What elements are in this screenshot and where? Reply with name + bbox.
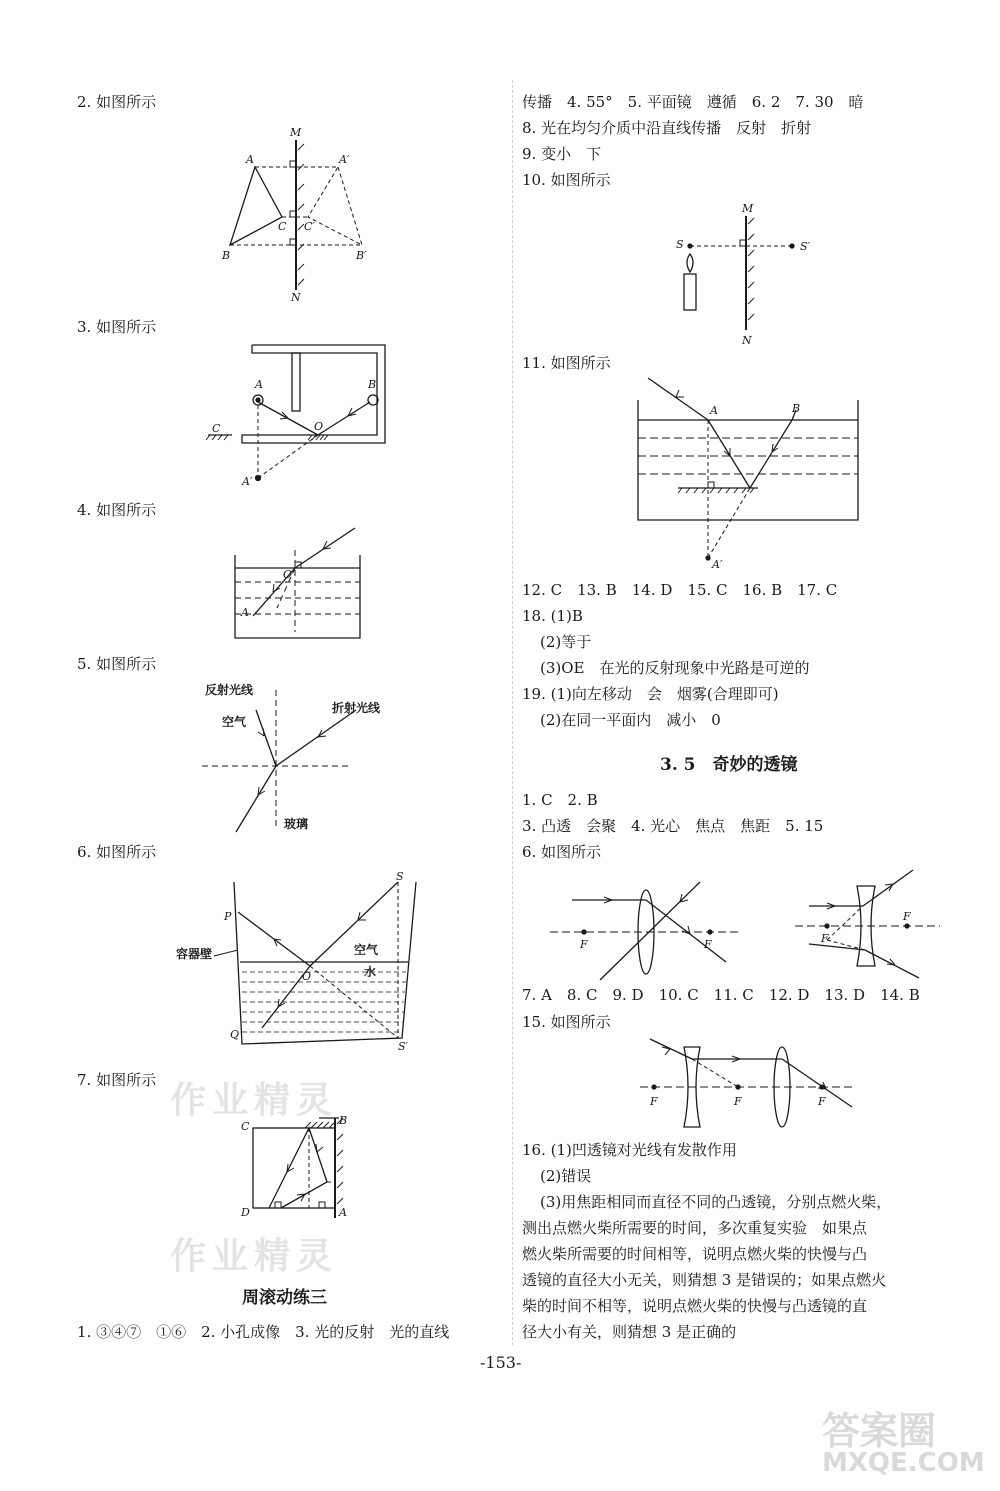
q5-label: 5. 如图所示 [77, 655, 157, 673]
fig11-label: B [792, 402, 801, 415]
fig11-label: A [710, 404, 718, 417]
lens-label: F [734, 1095, 742, 1108]
answer-line: 传播 4. 55° 5. 平面镜 遵循 6. 2 7. 30 暗 [522, 93, 864, 111]
fig3-label: C [212, 422, 221, 435]
fig7-label: B [339, 1114, 348, 1127]
fig7-label: D [241, 1206, 250, 1219]
section-title: 3. 5 奇妙的透镜 [660, 755, 798, 775]
answer-line: 16. (1)凹透镜对光线有发散作用 [522, 1141, 737, 1159]
watermark-logo: 答案圈 [822, 1409, 937, 1453]
answer-line: 测出点燃火柴所需要的时间，多次重复实验 如果点 [522, 1219, 868, 1237]
answer-line: (2)错误 [540, 1167, 592, 1185]
answer-line: 1. C 2. B [522, 791, 598, 809]
lens-label: F [650, 1095, 658, 1108]
fig6-label: S′ [398, 1040, 409, 1053]
q6b-label: 6. 如图所示 [522, 843, 602, 861]
fig11-label: A′ [712, 558, 723, 571]
figure-6-container-reflection [170, 868, 430, 1058]
lens-label: F [821, 932, 829, 945]
fig10-label: N [742, 334, 752, 347]
figure-3-periscope [200, 340, 400, 490]
fig7-label: C [241, 1120, 250, 1133]
answer-line: (2)在同一平面内 减小 0 [540, 711, 721, 729]
fig10-label: S′ [800, 240, 811, 253]
fig6-label: P [224, 910, 232, 923]
figure-5-reflection-refraction [200, 680, 400, 840]
fig7-label: A [339, 1206, 347, 1219]
fig2-label: C [278, 220, 287, 233]
weekly-answers: 1. ③④⑦ ①⑥ 2. 小孔成像 3. 光的反射 光的直线 [77, 1323, 450, 1341]
fig6-label: 水 [364, 965, 377, 979]
fig5-label: 玻璃 [284, 817, 309, 831]
column-divider [512, 80, 513, 1345]
fig10-label: S [676, 238, 684, 251]
fig3-label: B [368, 378, 377, 391]
answer-line: 柴的时间不相等，说明点燃火柴的快慢与凸透镜的直 [522, 1297, 868, 1315]
q3-label: 3. 如图所示 [77, 318, 157, 336]
figure-2-mirror-triangle [200, 125, 400, 305]
answer-line: (2)等于 [540, 633, 592, 651]
figure-10-candle-mirror [660, 198, 840, 346]
fig4-label: A [241, 606, 249, 619]
answer-line: (3)用焦距相同而直径不同的凸透镜，分别点燃火柴， [540, 1193, 892, 1211]
fig5-label: 折射光线 [332, 701, 381, 715]
lens-label: F [580, 938, 588, 951]
fig2-label: B [222, 249, 231, 262]
fig5-label: 反射光线 [205, 683, 254, 697]
fig2-label: N [291, 291, 301, 304]
fig3-label: A [255, 378, 263, 391]
q11-label: 11. 如图所示 [522, 354, 611, 372]
fig2-label: C′ [304, 220, 315, 233]
fig4-label: O [283, 568, 293, 581]
fig3-label: A′ [242, 475, 253, 488]
fig2-label: M [290, 126, 302, 139]
watermark-url: MXQE.COM [822, 1448, 985, 1478]
answer-line: 透镜的直径大小无关，则猜想 3 是错误的；如果点燃火 [522, 1271, 887, 1289]
fig3-label: O [314, 420, 324, 433]
fig6-label: Q [230, 1028, 240, 1041]
lens-label: F [704, 938, 712, 951]
fig5-label: 空气 [222, 715, 247, 729]
figure-4-refraction [225, 520, 375, 650]
q10-label: 10. 如图所示 [522, 171, 611, 189]
answer-line: (3)OE 在光的反射现象中光路是可逆的 [540, 659, 810, 677]
answer-line: 19. (1)向左移动 会 烟雾(合理即可) [522, 685, 779, 703]
q6-label: 6. 如图所示 [77, 843, 157, 861]
lens-label: F [818, 1095, 826, 1108]
answer-line: 9. 变小 下 [522, 145, 602, 163]
fig2-label: A [246, 153, 254, 166]
answer-line: 18. (1)B [522, 607, 583, 625]
fig6-label: O [302, 970, 312, 983]
answer-line: 径大小有关，则猜想 3 是正确的 [522, 1323, 737, 1341]
answer-line: 7. A 8. C 9. D 10. C 11. C 12. D 13. D 14. B [522, 986, 920, 1004]
figure-11-water-tank [630, 372, 870, 572]
fig6-label: S [396, 870, 404, 883]
fig2-label: B′ [356, 249, 367, 262]
figure-7-box-mirrors [235, 1110, 365, 1225]
figure-6b-concave-lens [795, 868, 945, 978]
fig6-label: 空气 [354, 943, 379, 957]
q7-label: 7. 如图所示 [77, 1071, 157, 1089]
answer-line: 12. C 13. B 14. D 15. C 16. B 17. C [522, 581, 838, 599]
q15-label: 15. 如图所示 [522, 1013, 611, 1031]
figure-15-lens-combination [640, 1035, 860, 1135]
lens-label: F [903, 910, 911, 923]
q2-label: 2. 如图所示 [77, 93, 157, 111]
page-number: -153- [480, 1353, 522, 1372]
answer-line: 燃火柴所需要的时间相等，说明点燃火柴的快慢与凸 [522, 1245, 868, 1263]
figure-6b-convex-lens [550, 878, 745, 978]
answer-line: 8. 光在均匀介质中沿直线传播 反射 折射 [522, 119, 812, 137]
answer-line: 3. 凸透 会聚 4. 光心 焦点 焦距 5. 15 [522, 817, 824, 835]
fig10-label: M [742, 202, 754, 215]
watermark: 作业精灵 [170, 1080, 339, 1121]
watermark: 作业精灵 [170, 1236, 339, 1277]
fig2-label: A′ [339, 153, 350, 166]
weekly-section-title: 周滚动练三 [242, 1288, 327, 1308]
fig6-label: 容器壁 [176, 947, 213, 961]
q4-label: 4. 如图所示 [77, 501, 157, 519]
